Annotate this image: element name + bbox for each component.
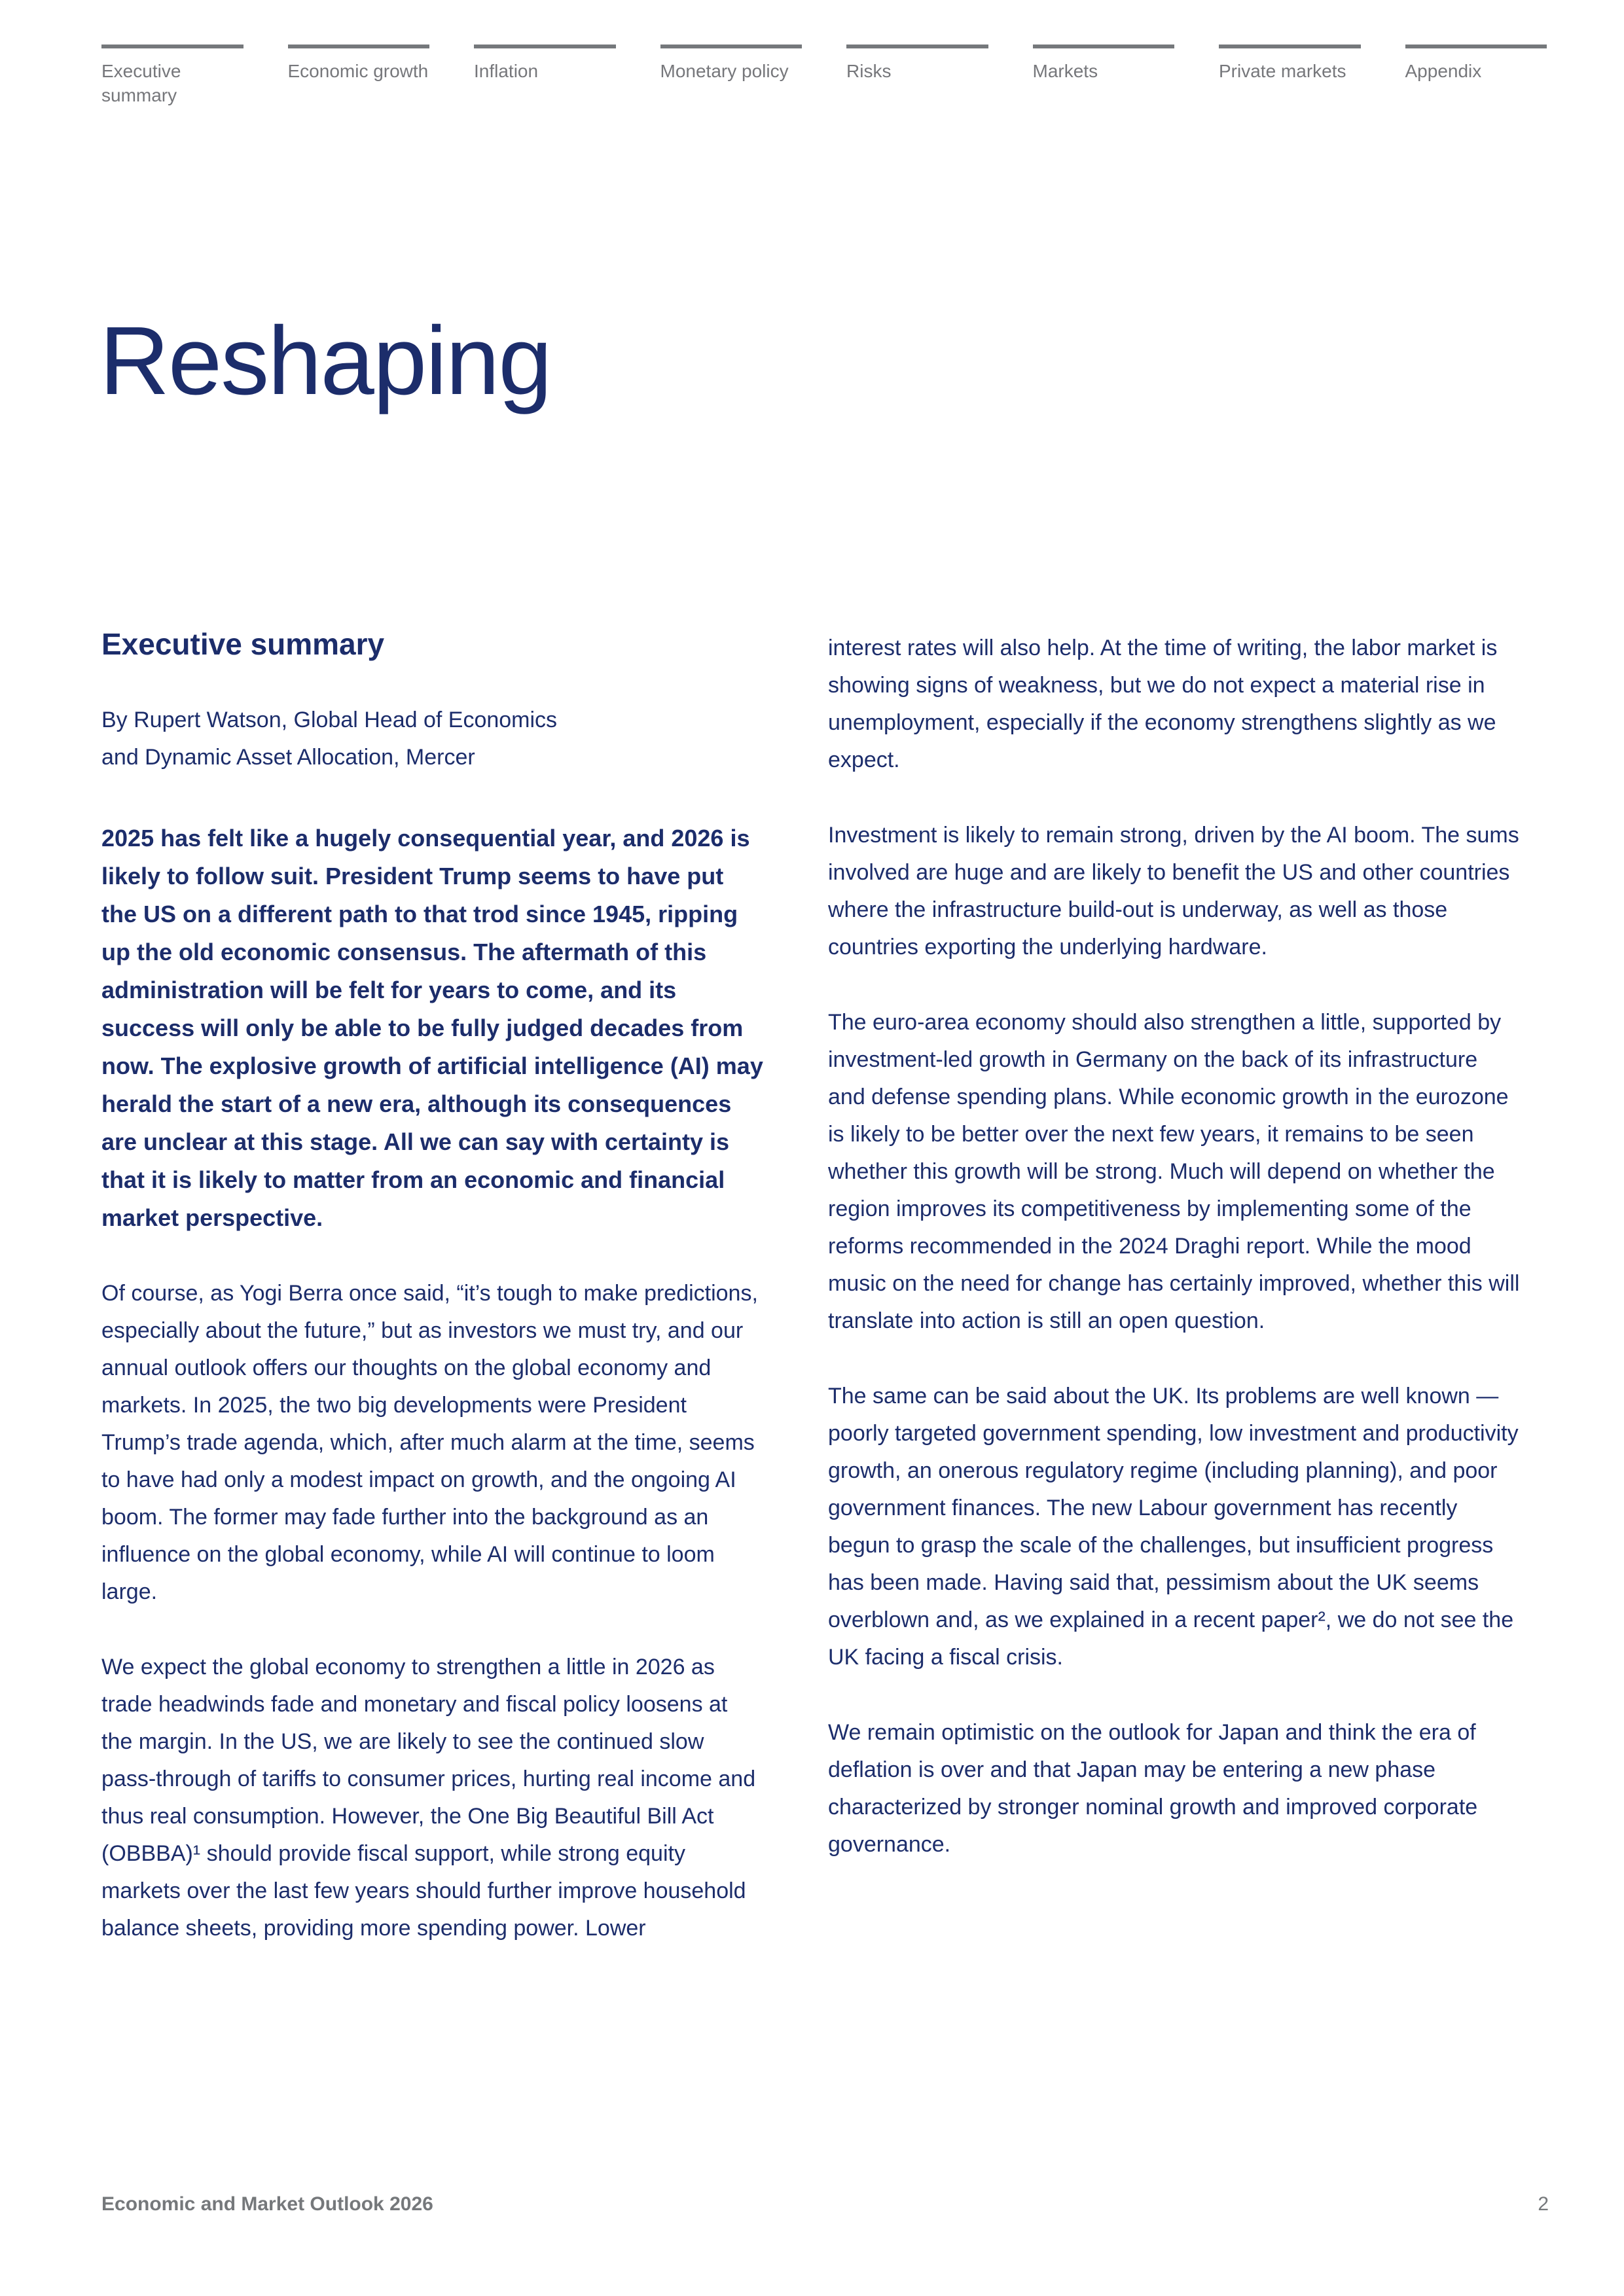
body-paragraph: The same can be said about the UK. Its problems are well known — poorly targeted government spending, low investment and productivity growth, an onerous regulatory regime (including planning), and poor government finances. The new Labour government has recently begun to grasp the scale of the challenges, but insufficient progress has been made. Having said that, pessimism about the UK seems overblown and, as we explained in a recent paper², we do not see the UK facing a fiscal crisis. bbox=[828, 1384, 1519, 1670]
tab-label: Markets bbox=[1032, 61, 1098, 81]
tab-monetary-policy[interactable] bbox=[660, 45, 803, 107]
tab-label: Inflation bbox=[474, 61, 539, 81]
tab-risks[interactable] bbox=[846, 45, 988, 107]
byline bbox=[101, 702, 764, 776]
footer-title: Economic and Market Outlook 2026 bbox=[101, 2193, 433, 2215]
tab-label: Appendix bbox=[1405, 61, 1482, 81]
body-paragraph: We expect the global economy to strengthen a little in 2026 as trade headwinds fade and monetary and fiscal policy loosens at the margin. In the US, we are likely to see the continued slow pass-through of tariffs to consumer prices, hurting real income and thus real consumption. However, the One Big Beautiful Bill Act (OBBBA)¹ should provide fiscal support, while strong equity markets over the last few years should further improve household balance sheets, providing more spending power. Lower bbox=[101, 1655, 756, 1941]
tab-label: Risks bbox=[846, 61, 892, 81]
page-number: 2 bbox=[1538, 2193, 1549, 2215]
tab-label: Private markets bbox=[1219, 61, 1346, 81]
byline-line-1: By Rupert Watson, Global Head of Economics bbox=[101, 708, 558, 732]
body-paragraph: We remain optimistic on the outlook for Japan and think the era of deflation is over and that Japan may be entering a new phase characterized by stronger nominal growth and improved corporate governance. bbox=[828, 1720, 1478, 1857]
tab-label: Economic growth bbox=[287, 61, 429, 81]
section-nav bbox=[101, 45, 1547, 107]
tab-label: Monetary policy bbox=[660, 61, 789, 81]
body-paragraph: interest rates will also help. At the time of writing, the labor market is showing signs of weakness, but we do not expect a material rise in unemployment, especially if the economy strengthens slightly as we expect. bbox=[828, 636, 1498, 772]
body-paragraph: Of course, as Yogi Berra once said, “it’s tough to make predictions, especially about the future,” but as investors we must try, and our annual outlook offers our thoughts on the global economy and markets. In 2025, the two big developments were President Trump’s trade agenda, which, after much alarm at the time, seems to have had only a modest impact on growth, and the ongoing AI boom. The former may fade further into the background as an influence on the global economy, while AI will continue to loom large. bbox=[101, 1281, 758, 1604]
section-heading: Executive summary bbox=[101, 627, 385, 661]
tab-markets[interactable] bbox=[1033, 45, 1175, 107]
body-paragraph: The euro-area economy should also strengthen a little, supported by investment-led growth in Germany on the back of its infrastructure and defense spending plans. While economic growth in the eurozone is likely to be better over the next few years, it remains to be seen whether this growth will be strong. Much will depend on whether the region improves its competitiveness by implementing some of the reforms recommended in the 2024 Draghi report. While the mood music on the need for change has certainly improved, whether this will translate into action is still an open question. bbox=[828, 1010, 1520, 1333]
tab-private-markets[interactable] bbox=[1219, 45, 1361, 107]
body-paragraph: Investment is likely to remain strong, driven by the AI boom. The sums involved are huge and are likely to benefit the US and other countries where the infrastructure build-out is underway, as well as those countries exporting the underlying hardware. bbox=[828, 823, 1519, 960]
right-column bbox=[828, 630, 1521, 1863]
left-column bbox=[101, 627, 764, 1947]
tab-label: Executive summary bbox=[101, 61, 181, 105]
document-title: Reshaping bbox=[99, 307, 551, 416]
page-footer bbox=[101, 2193, 1549, 2216]
tab-executive-summary[interactable] bbox=[101, 45, 244, 107]
tab-inflation[interactable] bbox=[474, 45, 616, 107]
byline-line-2: and Dynamic Asset Allocation, Mercer bbox=[101, 745, 475, 770]
lead-paragraph: 2025 has felt like a hugely consequential year, and 2026 is likely to follow suit. President Trump seems to have put the US on a different path to that trod since 1945, ripping up the old economic consensus. The aftermath of this administration will be felt for years to come, and its success will only be able to be fully judged decades from now. The explosive growth of artificial intelligence (AI) may herald the start of a new era, although its consequences are unclear at this stage. All we can say with certainty is that it is likely to matter from an economic and financial market perspective. bbox=[101, 825, 763, 1231]
tab-appendix[interactable] bbox=[1405, 45, 1547, 107]
tab-economic-growth[interactable] bbox=[288, 45, 430, 107]
